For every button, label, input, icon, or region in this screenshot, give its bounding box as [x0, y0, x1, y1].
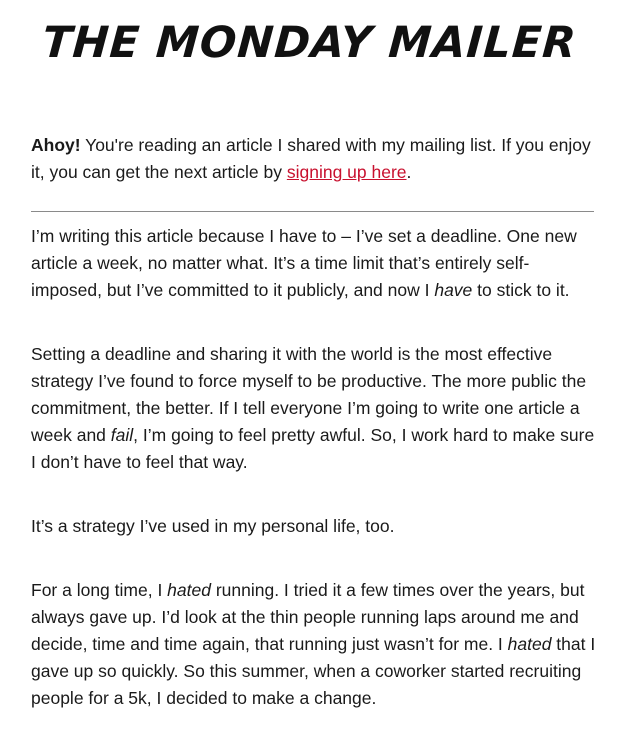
paragraph-text: that I gave up so quickly. So this summer, when a coworker started recruiting people for a 5k, I decided to make a change. [31, 634, 596, 708]
article-body [31, 223, 596, 712]
paragraph-text: running. I tried it a few times over the years, but always gave up. I’d look at the thin people running laps around me and decide, time and time again, that running just wasn’t for me. I [31, 580, 585, 654]
paragraph-text: I’m writing this article because I have to – I’ve set a deadline. One new article a week, no matter what. It’s a time limit that’s entirely self-imposed, but I’ve committed to it publicly, and now I [31, 226, 577, 300]
intro-lead: Ahoy! [31, 135, 81, 155]
article-paragraph-2 [31, 341, 596, 476]
paragraph-text: to stick to it. [472, 280, 570, 300]
emphasis-text: hated [167, 580, 211, 600]
emphasis-text: fail [110, 425, 134, 445]
signup-link[interactable]: signing up here [286, 162, 407, 182]
divider [31, 211, 594, 212]
emphasis-text: have [434, 280, 473, 300]
intro-paragraph [31, 132, 596, 186]
paragraph-text: , I’m going to feel pretty awful. So, I work hard to make sure I don’t have to feel that way. [31, 425, 595, 472]
article-paragraph-1 [31, 223, 596, 304]
intro-text-end: . [406, 162, 412, 182]
article-paragraph-3: It’s a strategy I’ve used in my personal life, too. [31, 516, 395, 536]
newsletter-body [31, 132, 596, 712]
masthead-title: THE MONDAY MAILER [40, 18, 579, 68]
paragraph-text: For a long time, I [31, 580, 168, 600]
article-paragraph-4 [31, 577, 596, 712]
paragraph-text: Setting a deadline and sharing it with the world is the most effective strategy I’ve found to force myself to be productive. The more public the commitment, the better. If I tell everyone I’m going to write one article a week and [31, 344, 587, 445]
emphasis-text: hated [507, 634, 552, 654]
intro-text: You're reading an article I shared with my mailing list. If you enjoy it, you can get the next article by [31, 135, 591, 182]
